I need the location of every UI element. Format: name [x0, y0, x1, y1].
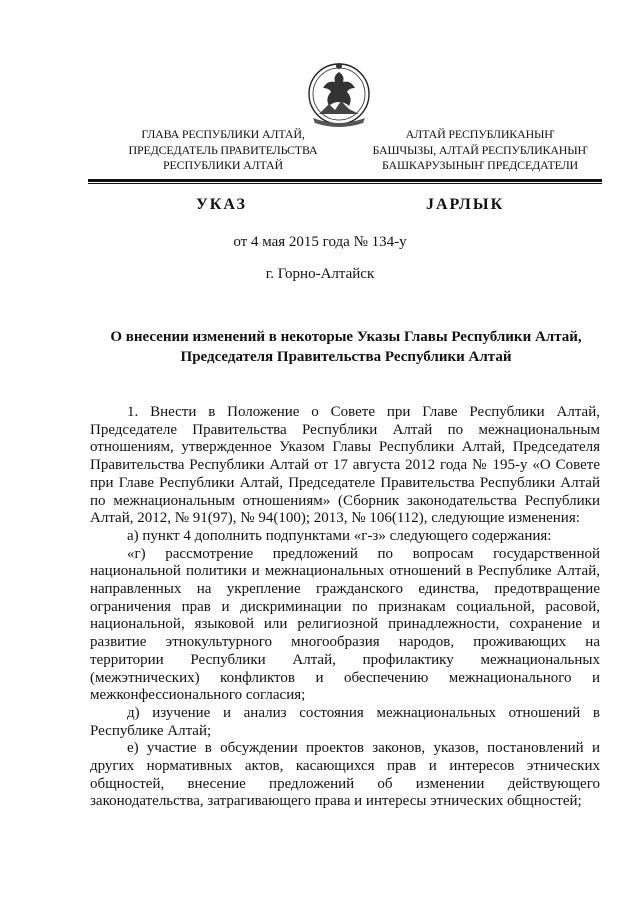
document-date-number: от 4 мая 2015 года № 134-у — [233, 234, 407, 250]
document-type-altai: JАРЛЫК — [426, 196, 505, 213]
body-paragraph: 1. Внести в Положение о Совете при Главе Республики Алтай, Председателе Правительства Республики Алтай по межнациональным отношениям, утвержденное Указом Главы Республики Алтай, Председателя Правительства Республики Алтай от 17 августа 2012 года № 195-у «О Совете при Главе Республики Алтай, Председателе Правительства Республики Алтай по межнациональным отношениям» (Сборник законодательства Республики Алтай, 2012, № 91(97), № 94(100); 2013, № 106(112), следующие изменения: — [90, 404, 600, 527]
body-paragraph: «г) рассмотрение предложений по вопросам государственной национальной политики и межнациональных отношений в Республике Алтай, направленных на укрепление гражданского единства, предотвращение ограничения прав и дискриминации по признакам социальной, расовой, национальной, языковой или религиозной принадлежности, сохранение и развитие этнокультурного многообразия народов, проживающих на территории Республики Алтай, профилактику межнациональных (межэтнических) конфликтов и обеспечению межнационального и межконфессионального согласия; — [90, 545, 600, 704]
issuer-line: АЛТАЙ РЕСПУБЛИКАНЫҤ — [405, 127, 555, 141]
issuer-line: БАШЧЫЗЫ, АЛТАЙ РЕСПУБЛИКАНЫҤ — [372, 142, 588, 157]
body-paragraph: е) участие в обсуждении проектов законов, указов, постановлений и других нормативных актов, касающихся прав и интересов этнических общностей, внесение предложений об изменении действующего законодательства, затрагивающего права и интересы этнических общностей; — [90, 740, 600, 810]
header-divider-thin — [88, 183, 602, 184]
document-type-russian: УКАЗ — [196, 196, 247, 213]
issuer-line: ПРЕДСЕДАТЕЛЬ ПРАВИТЕЛЬСТВА — [128, 142, 318, 157]
issuer-line: БАШКАРУЗЫНЫҤ ПРЕДСЕДАТЕЛИ — [382, 158, 578, 172]
body-paragraph: а) пункт 4 дополнить подпунктами «г-з» следующего содержания: — [127, 527, 552, 544]
header-divider-thick — [88, 179, 602, 182]
coat-of-arms-emblem — [297, 58, 381, 132]
document-body — [90, 404, 600, 811]
document-subject: О внесении изменений в некоторые Указы Главы Республики Алтай, Председателя Правительства Республики Алтай — [110, 329, 582, 365]
body-paragraph: д) изучение и анализ состояния межнациональных отношений в Республике Алтай; — [90, 704, 600, 739]
issuer-line: РЕСПУБЛИКИ АЛТАЙ — [163, 158, 283, 172]
issuer-title-altai — [352, 127, 608, 174]
issuer-line: ГЛАВА РЕСПУБЛИКИ АЛТАЙ, — [141, 127, 305, 141]
issuer-title-russian — [118, 127, 328, 174]
document-city: г. Горно-Алтайск — [265, 266, 375, 282]
